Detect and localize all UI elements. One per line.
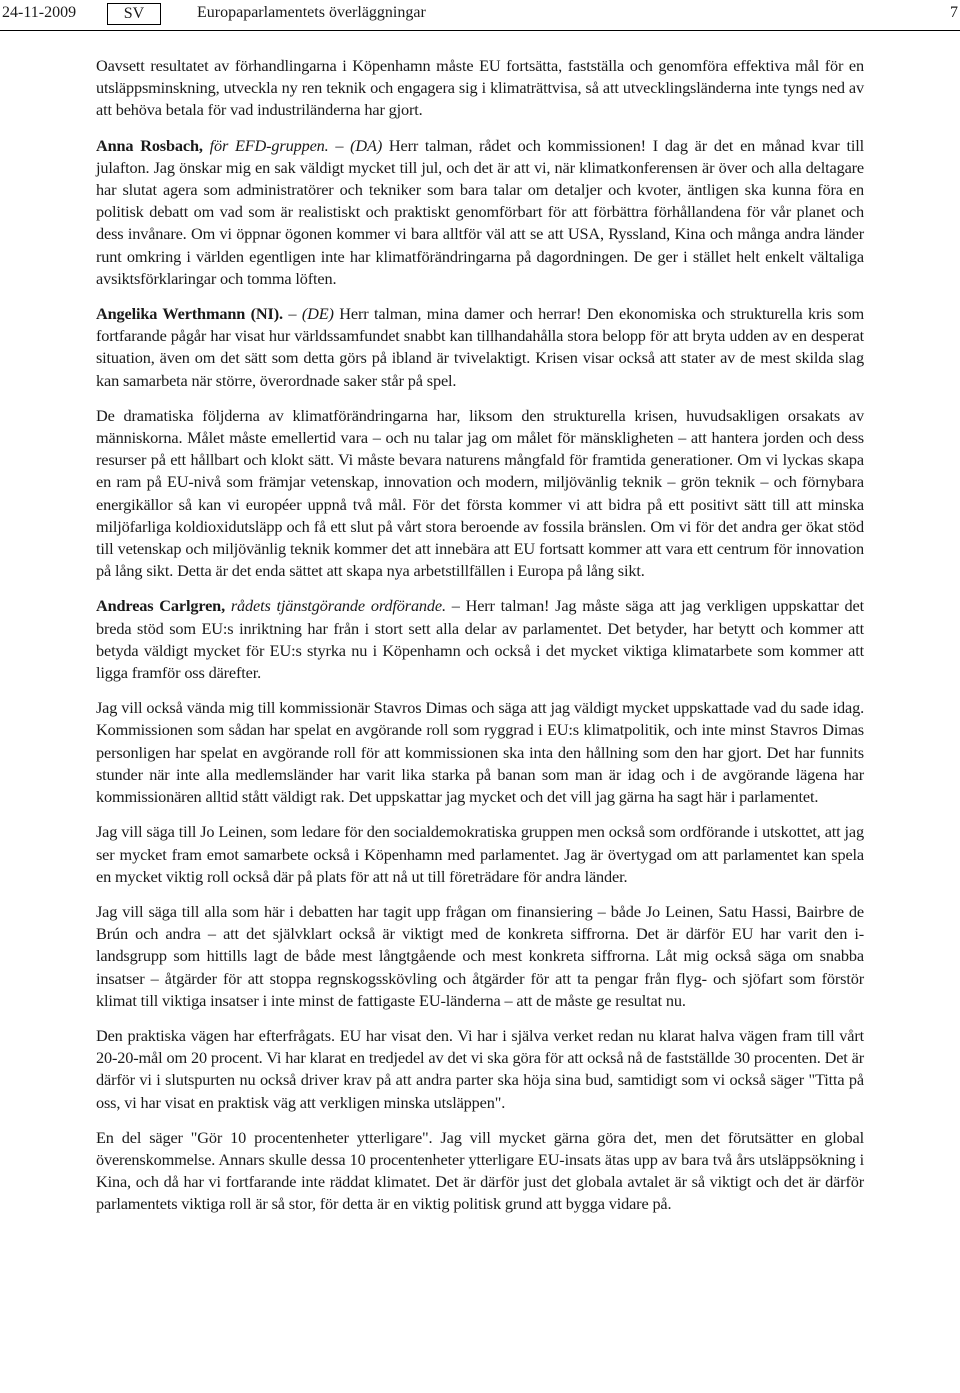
paragraph xyxy=(96,55,864,122)
paragraph xyxy=(96,1025,864,1114)
paragraph-text: En del säger "Gör 10 procentenheter ytterligare". Jag vill mycket gärna göra det, men det förutsätter en global överenskommelse. Annars skulle dessa 10 procentenheter ytterligare EU-insats ätas upp av bara två års utsläppsökning i Kina, och då har vi fortfarande inte räddat klimatet. Det är därför just det globala avtalet är så viktigt och det är därför parlamentets viktiga roll är så stor, för detta är en viktig politisk grund att bygga vidare på. xyxy=(96,1127,864,1214)
paragraph xyxy=(96,697,864,808)
speaker-name: Angelika Werthmann (NI). xyxy=(96,304,283,324)
speech-paragraph xyxy=(96,135,864,290)
paragraph-text: De dramatiska följderna av klimatförändringarna har, liksom den strukturella krisen, huvudsakligen orsakats av människorna. Målet måste emellertid vara – och nu talar jag om målet för mänskligheten – att hantera jorden och dess resurser på ett hållbart och klokt sätt. Vi måste bevara naturens mångfald för framtida generationer. Om vi lyckas skapa en ram på EU-nivå som främjar vetenskap, innovation och modern, miljövänlig teknik – grön teknik – och förnybara energikällor så kan vi européer uppnå två mål. För det första kommer vi att bidra på ett positivt sätt till att minska miljöfarliga koldioxidutsläpp och få ett slut på vårt stora beroende av fossila bränslen. Om vi för det andra ger ökat stöd till vetenskap och miljövänlig teknik kommer det att innebära att EU fortsatt kommer att vara ett centrum för innovation på lång sikt. Detta är det enda sättet att skapa nya arbetstillfällen i Europa på lång sikt. xyxy=(96,405,864,581)
paragraph-text: Jag vill säga till alla som här i debatten har tagit upp frågan om finansiering – både Jo Leinen, Satu Hassi, Bairbre de Brún och andra – att det självklart också är viktigt med de konkreta siffrorna. Det är därför EU har varit den i-landsgrupp som hittills lagt de både mest långtgående och mest konkreta siffrorna. Låt mig också säga om snabba insatser – åtgärder för att stoppa regnskogsskövling och åtgärder för att ta pengar från flyg- och sjöfart som förstör klimat till viktiga insatser i inte minst de fattigaste EU-länderna – att de måste ge resultat nu. xyxy=(96,901,864,1010)
paragraph xyxy=(96,405,864,583)
speaker-role: för EFD-gruppen. xyxy=(202,135,329,155)
page-header xyxy=(0,0,960,31)
paragraph xyxy=(96,1127,864,1216)
paragraph-text: Jag vill säga till Jo Leinen, som ledare för den socialdemokratiska gruppen men också som ordförande i utskottet, att jag ser mycket fram emot samarbete också i Köpenhamn med parlamentet. Jag är övertygad om att parlamentet kan spela en mycket viktig roll också där på plats för att nå ut till företrädare för andra länder. xyxy=(96,822,864,886)
speech-dash: – xyxy=(282,304,302,324)
paragraph xyxy=(96,821,864,888)
speech-dash: – xyxy=(328,135,351,155)
paragraph-text: Jag vill också vända mig till kommissionär Stavros Dimas och säga att jag väldigt mycket uppskattade vad du sade idag. Kommissionen som sådan har spelat en avgörande roll som ryggrad i EU:s klimatpolitik, och inte minst Stavros Dimas personligen har spelat en avgörande roll för att kommissionen ska inta den hållning som den har gjort. Det har funnits stunder när inte alla medlemsländer har varit lika starka på banan som man är idag och i de avgörande lägena har kommissionären alltid stått väldigt rak. Det uppskattar jag mycket och det vill jag gärna ha sagt här i parlamentet. xyxy=(96,698,864,807)
language-badge: SV xyxy=(107,3,161,25)
speech-dash: – xyxy=(445,596,466,616)
paragraph-text: Herr talman, mina damer och herrar! Den ekonomiska och strukturella kris som fortfarande pågår har visat hur världssamfundet snabbt kan tillhandahålla stora belopp för att bryta udden av en desperat situation, även om det sätt som detta görs på ibland är tvivelaktigt. Krisen visar också att stater av de mest skilda slag kan samarbeta när större, överordnade saker står på spel. xyxy=(96,304,864,390)
speech-paragraph xyxy=(96,595,864,684)
speaker-name: Andreas Carlgren, xyxy=(96,596,226,616)
language-tag: (DE) xyxy=(301,304,334,324)
page-number: 7 xyxy=(950,4,958,21)
speech-paragraph xyxy=(96,303,864,392)
speaker-name: Anna Rosbach, xyxy=(96,135,203,155)
paragraph-text: Herr talman! Jag måste säga att jag verkligen uppskattar det breda stöd som EU:s inriktning har från i stort sett alla delar av parlamentet. Det betyder, har betytt och kommer att betyda väldigt mycket för EU:s styrka nu i Köpenhamn och också i det mycket viktiga klimatarbete som kommer att ligga framför oss därefter. xyxy=(96,596,864,683)
paragraph-text: Herr talman, rådet och kommissionen! I dag är det en månad kvar till julafton. Jag önskar mig en sak väldigt mycket till jul, och det är att vi, när klimatkonferensen är över och alla deltagare har slutat agera som administratörer och tekniker som bara talar om detaljer och kvoter, äntligen ska kunna föra en politisk debatt om vad som är realistiskt och praktiskt genomförbart för att förbättra förhållandena för vår planet och dess invånare. Om vi öppnar ögonen kommer vi bara alltför väl att se att USA, Ryssland, Kina och många andra länder runt omkring i världen egentligen inte har klimatförändringarna på dagordningen. De ger i stället helt enkelt vältaliga avsiktsförklaringar och tomma löften. xyxy=(96,135,864,288)
paragraph xyxy=(96,901,864,1012)
header-date: 24-11-2009 xyxy=(2,4,77,21)
publication-title: Europaparlamentets överläggningar xyxy=(197,4,426,21)
speaker-role: rådets tjänstgörande ordförande. xyxy=(225,596,446,616)
paragraph-text: Oavsett resultatet av förhandlingarna i Köpenhamn måste EU fortsätta, fastställa och genomföra effektiva mål för en utsläppsminskning, utveckla ny ren teknik och engagera sig i klimaträttvisa, så att utvecklingsländerna inte tyngs ned av att behöva betala för vad industriländerna har gjort. xyxy=(96,56,864,120)
language-tag: (DA) xyxy=(350,135,383,155)
paragraph-text: Den praktiska vägen har efterfrågats. EU har visat den. Vi har i själva verket redan nu klarat halva vägen fram till vårt 20-20-mål om 20 procent. Vi har klarat en tredjedel av det vi ska göra för att också nå de fastställde 30 procenten. Det är därför vi i slutspurten nu också driver krav på att andra parter ska höja sina bud, samtidigt som vi också säger "Titta på oss, vi har visat en praktisk väg att verkligen minska utsläppen". xyxy=(96,1025,864,1112)
document-body xyxy=(96,55,864,1229)
